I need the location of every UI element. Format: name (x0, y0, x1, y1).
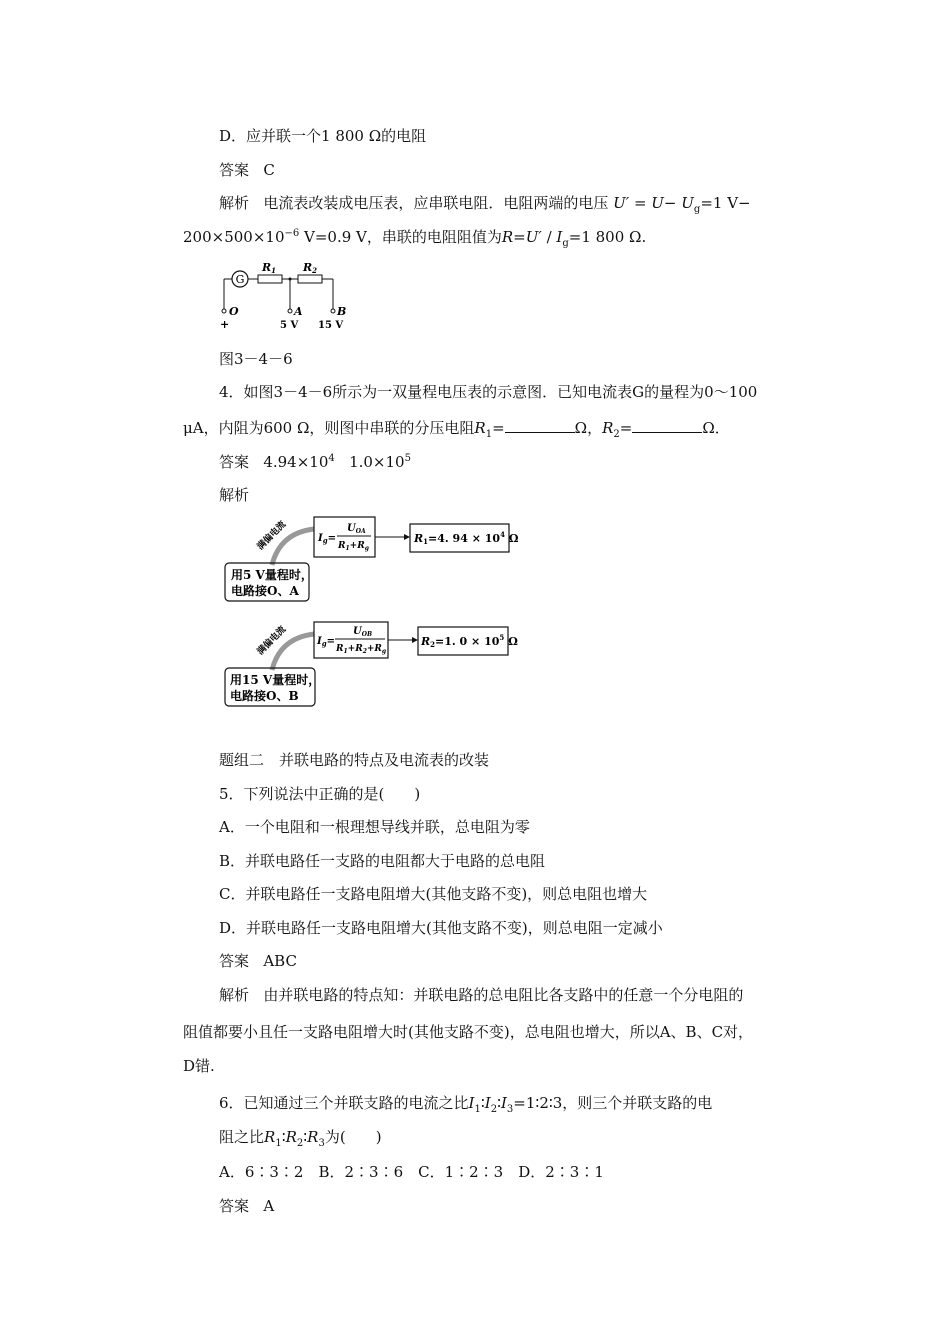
condition-line2: 电路接O、A (231, 584, 299, 598)
var-r: R (307, 1128, 319, 1146)
analysis-sub: g (693, 204, 701, 215)
var-i: I (468, 1094, 475, 1112)
eq-denominator: $R_1+R_2+R_g$ (336, 644, 387, 655)
q4-analysis-label: 解析 (219, 486, 250, 504)
stem-text: =1∶2∶3，则三个并联支路的电 (513, 1094, 713, 1112)
q6-options: A．6∶3∶2 B．2∶3∶6 C．1∶2∶3 D．2∶3∶1 (219, 1163, 604, 1181)
answer-value: ABC (263, 952, 297, 970)
var-r: R (474, 419, 486, 437)
stem-text: 6．已知通过三个并联支路的电流之比 (219, 1094, 469, 1112)
answer-label: 答案 (219, 1197, 250, 1215)
var-i: I (484, 1094, 491, 1112)
arc-label: 满偏电流 (255, 519, 289, 553)
ratio-colon: ∶ (281, 1128, 286, 1146)
q3-option-d: D．应并联一个1 800 Ω的电阻 (219, 127, 427, 145)
arc-label: 满偏电流 (255, 624, 289, 658)
analysis-eq-tail: =1 V− (700, 194, 751, 212)
terminal-a-voltage: 5 V (280, 320, 299, 331)
result-value: R2=1. $0 \times 10^5$ Ω (421, 633, 518, 649)
eq-numerator: $U_{OA}$ (347, 523, 366, 535)
terminal-b-label: B (337, 305, 347, 318)
answer-label: 答案 (219, 161, 250, 179)
r1-label: R1 (262, 261, 277, 275)
q6-stem-line2 (219, 1127, 382, 1147)
sub-g: g (562, 238, 569, 249)
q5-option-b: B．并联电路任一支路的电阻都大于电路的总电阻 (219, 852, 546, 870)
eq-denominator: $R_1+R_g$ (338, 541, 369, 552)
var-r: R (501, 228, 514, 246)
figure-caption: 图3－4－6 (219, 350, 293, 368)
q5-analysis-line3: D错. (183, 1057, 215, 1075)
q3-analysis-line2 (183, 227, 646, 247)
eq-lhs: $I_g=$ (317, 636, 335, 648)
galvanometer-label: G (235, 273, 245, 286)
terminal-a-label: A (294, 305, 303, 318)
sub: 3 (318, 1138, 325, 1149)
ratio-colon: ∶ (480, 1094, 485, 1112)
terminal-b-voltage: 15 V (318, 320, 344, 331)
q6-stem-line1 (219, 1093, 712, 1113)
terminal-o-label: O (229, 305, 239, 318)
var-i: I (500, 1094, 507, 1112)
equals: = (513, 228, 526, 246)
answer-value: 1.0×10 (349, 453, 405, 471)
var-u: U′ (525, 228, 542, 246)
result-value: R1=4. $94 \times 10^4$ Ω (414, 530, 519, 546)
resistor-r2 (298, 275, 322, 283)
eq-numerator: $U_{OB}$ (353, 626, 373, 638)
q4-stem-line1: 4．如图3－4－6所示为一双量程电压表的示意图．已知电流表G的量程为0～100 (219, 383, 758, 401)
plus-label: + (220, 318, 230, 331)
unit: Ω． (702, 419, 730, 437)
answer-label: 答案 (219, 952, 250, 970)
exponent: 5 (404, 453, 411, 464)
flow-diagram-2 (222, 620, 522, 712)
analysis-text: V=0.9 V，串联的电阻阻值为 (299, 228, 502, 246)
q3-analysis-line1 (219, 193, 751, 213)
sub: 3 (506, 1104, 514, 1115)
unit: Ω， (574, 419, 603, 437)
answer-blank-r1[interactable] (505, 418, 575, 433)
sub: 2 (613, 429, 620, 440)
q5-stem: 5．下列说法中正确的是( ) (219, 785, 421, 803)
q4-stem-line2 (183, 418, 730, 438)
equals: = (492, 419, 505, 437)
equals: = (619, 419, 633, 437)
q5-analysis-line1 (219, 985, 743, 1005)
answer-blank-r2[interactable] (632, 418, 702, 433)
resistor-r1 (258, 275, 282, 283)
condition-line1: 用5 V量程时， (231, 568, 313, 582)
q5-analysis-line2: 阻值都要小且任一支路电阻增大时(其他支路不变)，总电阻也增大，所以A、B、C对， (183, 1023, 754, 1041)
var-r: R (264, 1128, 276, 1146)
stem-text: μA，内阻为600 Ω，则图中串联的分压电阻 (183, 419, 475, 437)
q5-option-d: D．并联电路任一支路电阻增大(其他支路不变)，则总电阻一定减小 (219, 919, 663, 937)
analysis-text: =1 800 Ω. (568, 228, 647, 246)
condition-line2: 电路接O、B (230, 689, 299, 703)
q5-option-c: C．并联电路任一支路电阻增大(其他支路不变)，则总电阻也增大 (219, 885, 648, 903)
q5-option-a: A．一个电阻和一根理想导线并联，总电阻为零 (219, 818, 530, 836)
sub: 2 (490, 1104, 498, 1115)
q4-answer (219, 452, 411, 472)
analysis-label: 解析 (219, 986, 250, 1004)
q6-answer (219, 1196, 274, 1216)
answer-value: 4.94×10 (263, 453, 329, 471)
q3-answer (219, 160, 275, 180)
analysis-text: 电流表改装成电压表，应串联电阻．电阻两端的电压 (263, 194, 609, 212)
answer-value: C (263, 161, 275, 179)
analysis-text: 200×500×10 (183, 228, 285, 246)
ratio-colon: ∶ (497, 1094, 501, 1112)
stem-text: 为( ) (324, 1128, 382, 1146)
var-r: R (602, 419, 614, 437)
stem-text: 阻之比 (219, 1128, 265, 1146)
analysis-text: 由并联电路的特点知：并联电路的总电阻比各支路中的任意一个分电阻的 (263, 986, 744, 1004)
var-r: R (285, 1128, 297, 1146)
sub: 1 (474, 1104, 481, 1115)
sub: 1 (485, 429, 493, 440)
analysis-eq: U′ = U− U (613, 194, 694, 212)
ratio-colon: ∶ (303, 1128, 308, 1146)
answer-label: 答案 (219, 453, 250, 471)
r2-label: R2 (303, 261, 318, 275)
section-title: 题组二 并联电路的特点及电流表的改装 (219, 751, 490, 769)
slash: / (541, 228, 557, 246)
answer-value: A (263, 1197, 275, 1215)
analysis-label: 解析 (219, 194, 250, 212)
flow-diagram-1 (222, 515, 522, 607)
condition-line1: 用15 V量程时， (230, 673, 321, 687)
exponent: 4 (328, 453, 335, 464)
circuit-diagram (215, 258, 365, 334)
q5-answer (219, 951, 297, 971)
eq-lhs: $I_g=$ (318, 533, 336, 545)
var-i: I (556, 228, 563, 246)
sub: 1 (275, 1138, 282, 1149)
sub: 2 (296, 1138, 304, 1149)
exponent: −6 (284, 228, 300, 239)
